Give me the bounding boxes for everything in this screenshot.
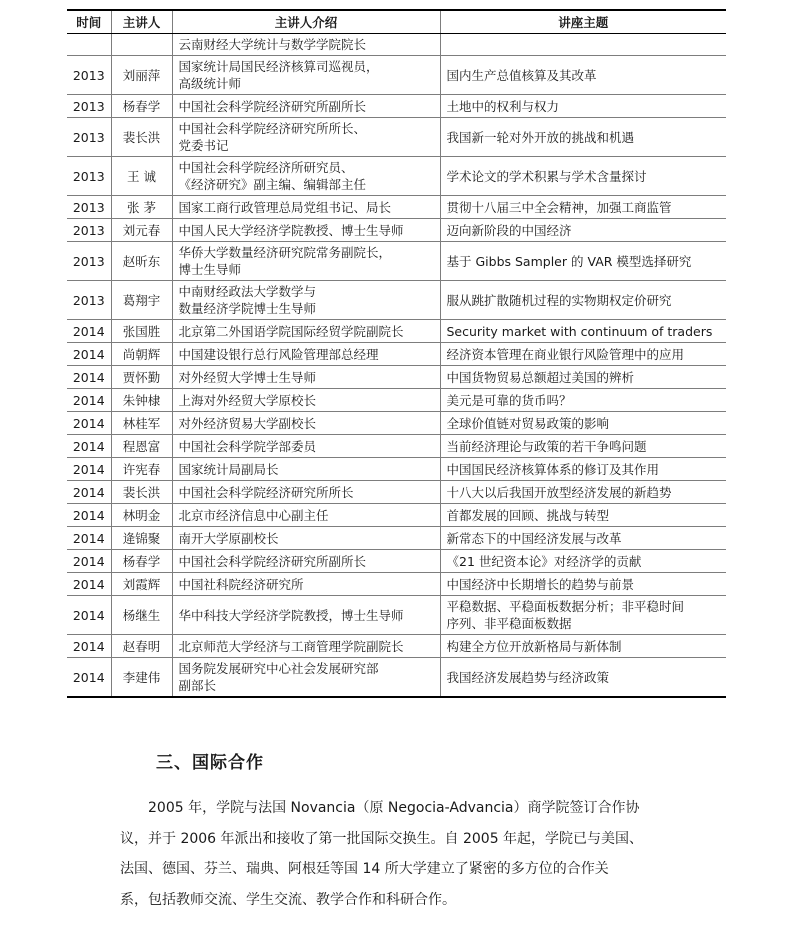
paragraph-line: 2005 年，学院与法国 Novancia（原 Negocia-Advancia）商学院签订合作协 <box>148 800 640 816</box>
cell-speaker-intro <box>172 635 440 658</box>
cell-lecture-topic <box>440 435 726 458</box>
cell-lecture-topic <box>440 196 726 219</box>
cell-year: 2014 <box>67 412 111 435</box>
cell-year: 2014 <box>67 366 111 389</box>
topic-line: 构建全方位开放新格局与新体制 <box>446 638 622 654</box>
table-row <box>67 596 726 635</box>
cell-speaker: 许宪春 <box>111 458 172 481</box>
intro-line: 数量经济学院博士生导师 <box>178 301 317 316</box>
cell-speaker-intro <box>172 281 440 320</box>
topic-line: 学术论文的学术积累与学术含量探讨 <box>446 168 647 184</box>
cell-speaker-intro <box>172 481 440 504</box>
cell-year: 2013 <box>67 196 111 219</box>
cell-speaker: 李建伟 <box>111 658 172 698</box>
intro-line: 中国社会科学院经济研究所所长 <box>178 484 354 500</box>
cell-year: 2014 <box>67 596 111 635</box>
cell-speaker: 林桂军 <box>111 412 172 435</box>
cell-speaker: 朱钟棣 <box>111 389 172 412</box>
intro-line: 华侨大学数量经济研究院常务副院长， <box>178 245 392 260</box>
topic-line: 我国经济发展趋势与经济政策 <box>446 669 610 685</box>
topic-line: 美元是可靠的货币吗？ <box>446 392 572 408</box>
intro-line: 中国社会科学院经济研究所所长、 <box>178 121 367 136</box>
cell-lecture-topic <box>440 458 726 481</box>
topic-line: Security market with continuum of traders <box>446 323 713 339</box>
cell-lecture-topic <box>440 157 726 196</box>
cell-lecture-topic <box>440 95 726 118</box>
cell-year: 2014 <box>67 635 111 658</box>
cell-lecture-topic <box>440 412 726 435</box>
cell-lecture-topic <box>440 573 726 596</box>
table-row <box>67 95 726 118</box>
cell-speaker-intro <box>172 504 440 527</box>
intro-line: 博士生导师 <box>178 262 242 277</box>
cell-speaker-intro <box>172 573 440 596</box>
table-row <box>67 481 726 504</box>
header-year: 时间 <box>67 10 111 34</box>
topic-line: 平稳数据、平稳面板数据分析；非平稳时间 <box>446 599 685 614</box>
cell-lecture-topic <box>440 281 726 320</box>
cell-speaker: 刘元春 <box>111 219 172 242</box>
cell-year: 2013 <box>67 56 111 95</box>
intro-line: 高级统计师 <box>178 76 242 91</box>
cell-speaker: 葛翔宇 <box>111 281 172 320</box>
cell-year: 2013 <box>67 281 111 320</box>
header-speaker: 主讲人 <box>111 10 172 34</box>
intro-line: 中南财经政法大学数学与 <box>178 284 317 299</box>
intro-line: 云南财经大学统计与数学学院院长 <box>178 37 367 52</box>
intro-line: 中国社会科学院学部委员 <box>178 438 317 454</box>
intro-line: 中国社科院经济研究所 <box>178 576 304 592</box>
table-row <box>67 320 726 343</box>
cell-speaker: 张国胜 <box>111 320 172 343</box>
table-row <box>67 219 726 242</box>
cell-lecture-topic <box>440 635 726 658</box>
intro-line: 党委书记 <box>178 138 229 153</box>
table-row <box>67 658 726 698</box>
cell-speaker-intro <box>172 95 440 118</box>
cell-speaker-intro <box>172 658 440 698</box>
cell-speaker: 赵春明 <box>111 635 172 658</box>
cell-lecture-topic <box>440 550 726 573</box>
intro-line: 国家统计局副局长 <box>178 461 279 477</box>
cell-speaker: 杨继生 <box>111 596 172 635</box>
header-lecture-topic: 讲座主题 <box>440 10 726 34</box>
intro-line: 国务院发展研究中心社会发展研究部 <box>178 661 379 676</box>
cell-speaker: 裴长洪 <box>111 118 172 157</box>
cell-lecture-topic <box>440 658 726 698</box>
cell-speaker: 逄锦聚 <box>111 527 172 550</box>
topic-line: 基于 Gibbs Sampler 的 VAR 模型选择研究 <box>446 253 692 269</box>
section-paragraph <box>120 793 690 915</box>
cell-speaker: 贾怀勤 <box>111 366 172 389</box>
cell-speaker-intro <box>172 550 440 573</box>
cell-lecture-topic <box>440 219 726 242</box>
intro-line: 华中科技大学经济学院教授，博士生导师 <box>178 607 404 623</box>
cell-speaker: 张 茅 <box>111 196 172 219</box>
cell-year: 2013 <box>67 95 111 118</box>
cell-year: 2013 <box>67 219 111 242</box>
table-header-row <box>67 10 726 34</box>
intro-line: 北京市经济信息中心副主任 <box>178 507 329 523</box>
table-row <box>67 504 726 527</box>
lecture-table <box>67 9 726 698</box>
intro-line: 国家工商行政管理总局党组书记、局长 <box>178 199 392 215</box>
cell-speaker: 林明金 <box>111 504 172 527</box>
table-row <box>67 242 726 281</box>
intro-line: 南开大学原副校长 <box>178 530 279 546</box>
cell-year: 2014 <box>67 458 111 481</box>
intro-line: 中国社会科学院经济所研究员、 <box>178 160 354 175</box>
cell-speaker-intro <box>172 527 440 550</box>
table-row <box>67 281 726 320</box>
cell-lecture-topic <box>440 596 726 635</box>
topic-line: 十八大以后我国开放型经济发展的新趋势 <box>446 484 672 500</box>
cell-speaker: 尚朝辉 <box>111 343 172 366</box>
cell-year: 2014 <box>67 504 111 527</box>
topic-line: 贯彻十八届三中全会精神，加强工商监管 <box>446 199 672 215</box>
intro-line: 北京第二外国语学院国际经贸学院副院长 <box>178 323 404 339</box>
table-row <box>67 196 726 219</box>
cell-year: 2013 <box>67 157 111 196</box>
table-row <box>67 412 726 435</box>
header-speaker-intro: 主讲人介绍 <box>172 10 440 34</box>
table-row <box>67 573 726 596</box>
intro-line: 国家统计局国民经济核算司巡视员， <box>178 59 379 74</box>
topic-line: 国内生产总值核算及其改革 <box>446 67 597 83</box>
topic-line: 首都发展的回顾、挑战与转型 <box>446 507 610 523</box>
paragraph-line: 法国、德国、芬兰、瑞典、阿根廷等国 14 所大学建立了紧密的多方位的合作关 <box>120 861 609 877</box>
topic-line: 当前经济理论与政策的若干争鸣问题 <box>446 438 647 454</box>
cell-lecture-topic <box>440 343 726 366</box>
cell-lecture-topic <box>440 56 726 95</box>
cell-year: 2014 <box>67 389 111 412</box>
cell-speaker: 裴长洪 <box>111 481 172 504</box>
intro-line: 对外经贸大学博士生导师 <box>178 369 317 385</box>
cell-speaker-intro <box>172 242 440 281</box>
intro-line: 中国建设银行总行风险管理部总经理 <box>178 346 379 362</box>
cell-speaker-intro <box>172 343 440 366</box>
cell-speaker: 刘霞辉 <box>111 573 172 596</box>
cell-year: 2014 <box>67 343 111 366</box>
intro-line: 副部长 <box>178 678 217 693</box>
cell-lecture-topic <box>440 34 726 56</box>
topic-line: 土地中的权利与权力 <box>446 98 560 114</box>
cell-year: 2014 <box>67 658 111 698</box>
topic-line: 《21 世纪资本论》对经济学的贡献 <box>446 553 642 569</box>
topic-line: 新常态下的中国经济发展与改革 <box>446 530 622 546</box>
cell-speaker-intro <box>172 34 440 56</box>
table-row <box>67 157 726 196</box>
topic-line: 经济资本管理在商业银行风险管理中的应用 <box>446 346 685 362</box>
cell-year: 2014 <box>67 527 111 550</box>
topic-line: 中国货物贸易总额超过美国的辨析 <box>446 369 635 385</box>
topic-line: 迈向新阶段的中国经济 <box>446 222 572 238</box>
cell-lecture-topic <box>440 527 726 550</box>
cell-speaker: 刘丽萍 <box>111 56 172 95</box>
cell-lecture-topic <box>440 118 726 157</box>
cell-speaker-intro <box>172 412 440 435</box>
cell-speaker: 赵昕东 <box>111 242 172 281</box>
cell-lecture-topic <box>440 481 726 504</box>
table-row <box>67 34 726 56</box>
cell-lecture-topic <box>440 320 726 343</box>
cell-speaker <box>111 34 172 56</box>
cell-speaker: 杨春学 <box>111 550 172 573</box>
topic-line: 全球价值链对贸易政策的影响 <box>446 415 610 431</box>
topic-line: 我国新一轮对外开放的挑战和机遇 <box>446 129 635 145</box>
cell-speaker: 杨春学 <box>111 95 172 118</box>
table-row <box>67 435 726 458</box>
intro-line: 上海对外经贸大学原校长 <box>178 392 317 408</box>
paragraph-line: 议，并于 2006 年派出和接收了第一批国际交换生。自 2005 年起，学院已与美国、 <box>120 830 644 847</box>
topic-line: 中国国民经济核算体系的修订及其作用 <box>446 461 660 477</box>
table-row <box>67 527 726 550</box>
table-row <box>67 56 726 95</box>
cell-year: 2013 <box>67 242 111 281</box>
table-row <box>67 635 726 658</box>
cell-speaker-intro <box>172 596 440 635</box>
cell-year <box>67 34 111 56</box>
cell-year: 2014 <box>67 573 111 596</box>
table-row <box>67 550 726 573</box>
cell-year: 2014 <box>67 550 111 573</box>
paragraph-line: 系，包括教师交流、学生交流、教学合作和科研合作。 <box>120 891 456 908</box>
intro-line: 《经济研究》副主编、编辑部主任 <box>178 177 367 192</box>
table-row <box>67 389 726 412</box>
cell-year: 2014 <box>67 481 111 504</box>
cell-speaker-intro <box>172 118 440 157</box>
topic-line: 序列、非平稳面板数据 <box>446 616 572 631</box>
cell-year: 2014 <box>67 435 111 458</box>
intro-line: 北京师范大学经济与工商管理学院副院长 <box>178 638 404 654</box>
cell-speaker-intro <box>172 389 440 412</box>
table-row <box>67 343 726 366</box>
section-title: 三、国际合作 <box>156 753 264 773</box>
table-row <box>67 458 726 481</box>
cell-speaker-intro <box>172 458 440 481</box>
intro-line: 中国人民大学经济学院教授、博士生导师 <box>178 222 404 238</box>
cell-speaker-intro <box>172 320 440 343</box>
cell-speaker: 王 诚 <box>111 157 172 196</box>
cell-lecture-topic <box>440 504 726 527</box>
cell-speaker-intro <box>172 56 440 95</box>
cell-speaker-intro <box>172 435 440 458</box>
table-row <box>67 366 726 389</box>
table-body <box>67 34 726 698</box>
cell-lecture-topic <box>440 242 726 281</box>
cell-year: 2013 <box>67 118 111 157</box>
table-row <box>67 118 726 157</box>
cell-speaker-intro <box>172 219 440 242</box>
topic-line: 服从跳扩散随机过程的实物期权定价研究 <box>446 292 672 308</box>
cell-lecture-topic <box>440 389 726 412</box>
cell-lecture-topic <box>440 366 726 389</box>
cell-speaker-intro <box>172 157 440 196</box>
cell-year: 2014 <box>67 320 111 343</box>
intro-line: 对外经济贸易大学副校长 <box>178 415 317 431</box>
cell-speaker-intro <box>172 196 440 219</box>
cell-speaker: 程恩富 <box>111 435 172 458</box>
topic-line: 中国经济中长期增长的趋势与前景 <box>446 576 635 592</box>
cell-speaker-intro <box>172 366 440 389</box>
intro-line: 中国社会科学院经济研究所副所长 <box>178 98 367 114</box>
intro-line: 中国社会科学院经济研究所副所长 <box>178 553 367 569</box>
